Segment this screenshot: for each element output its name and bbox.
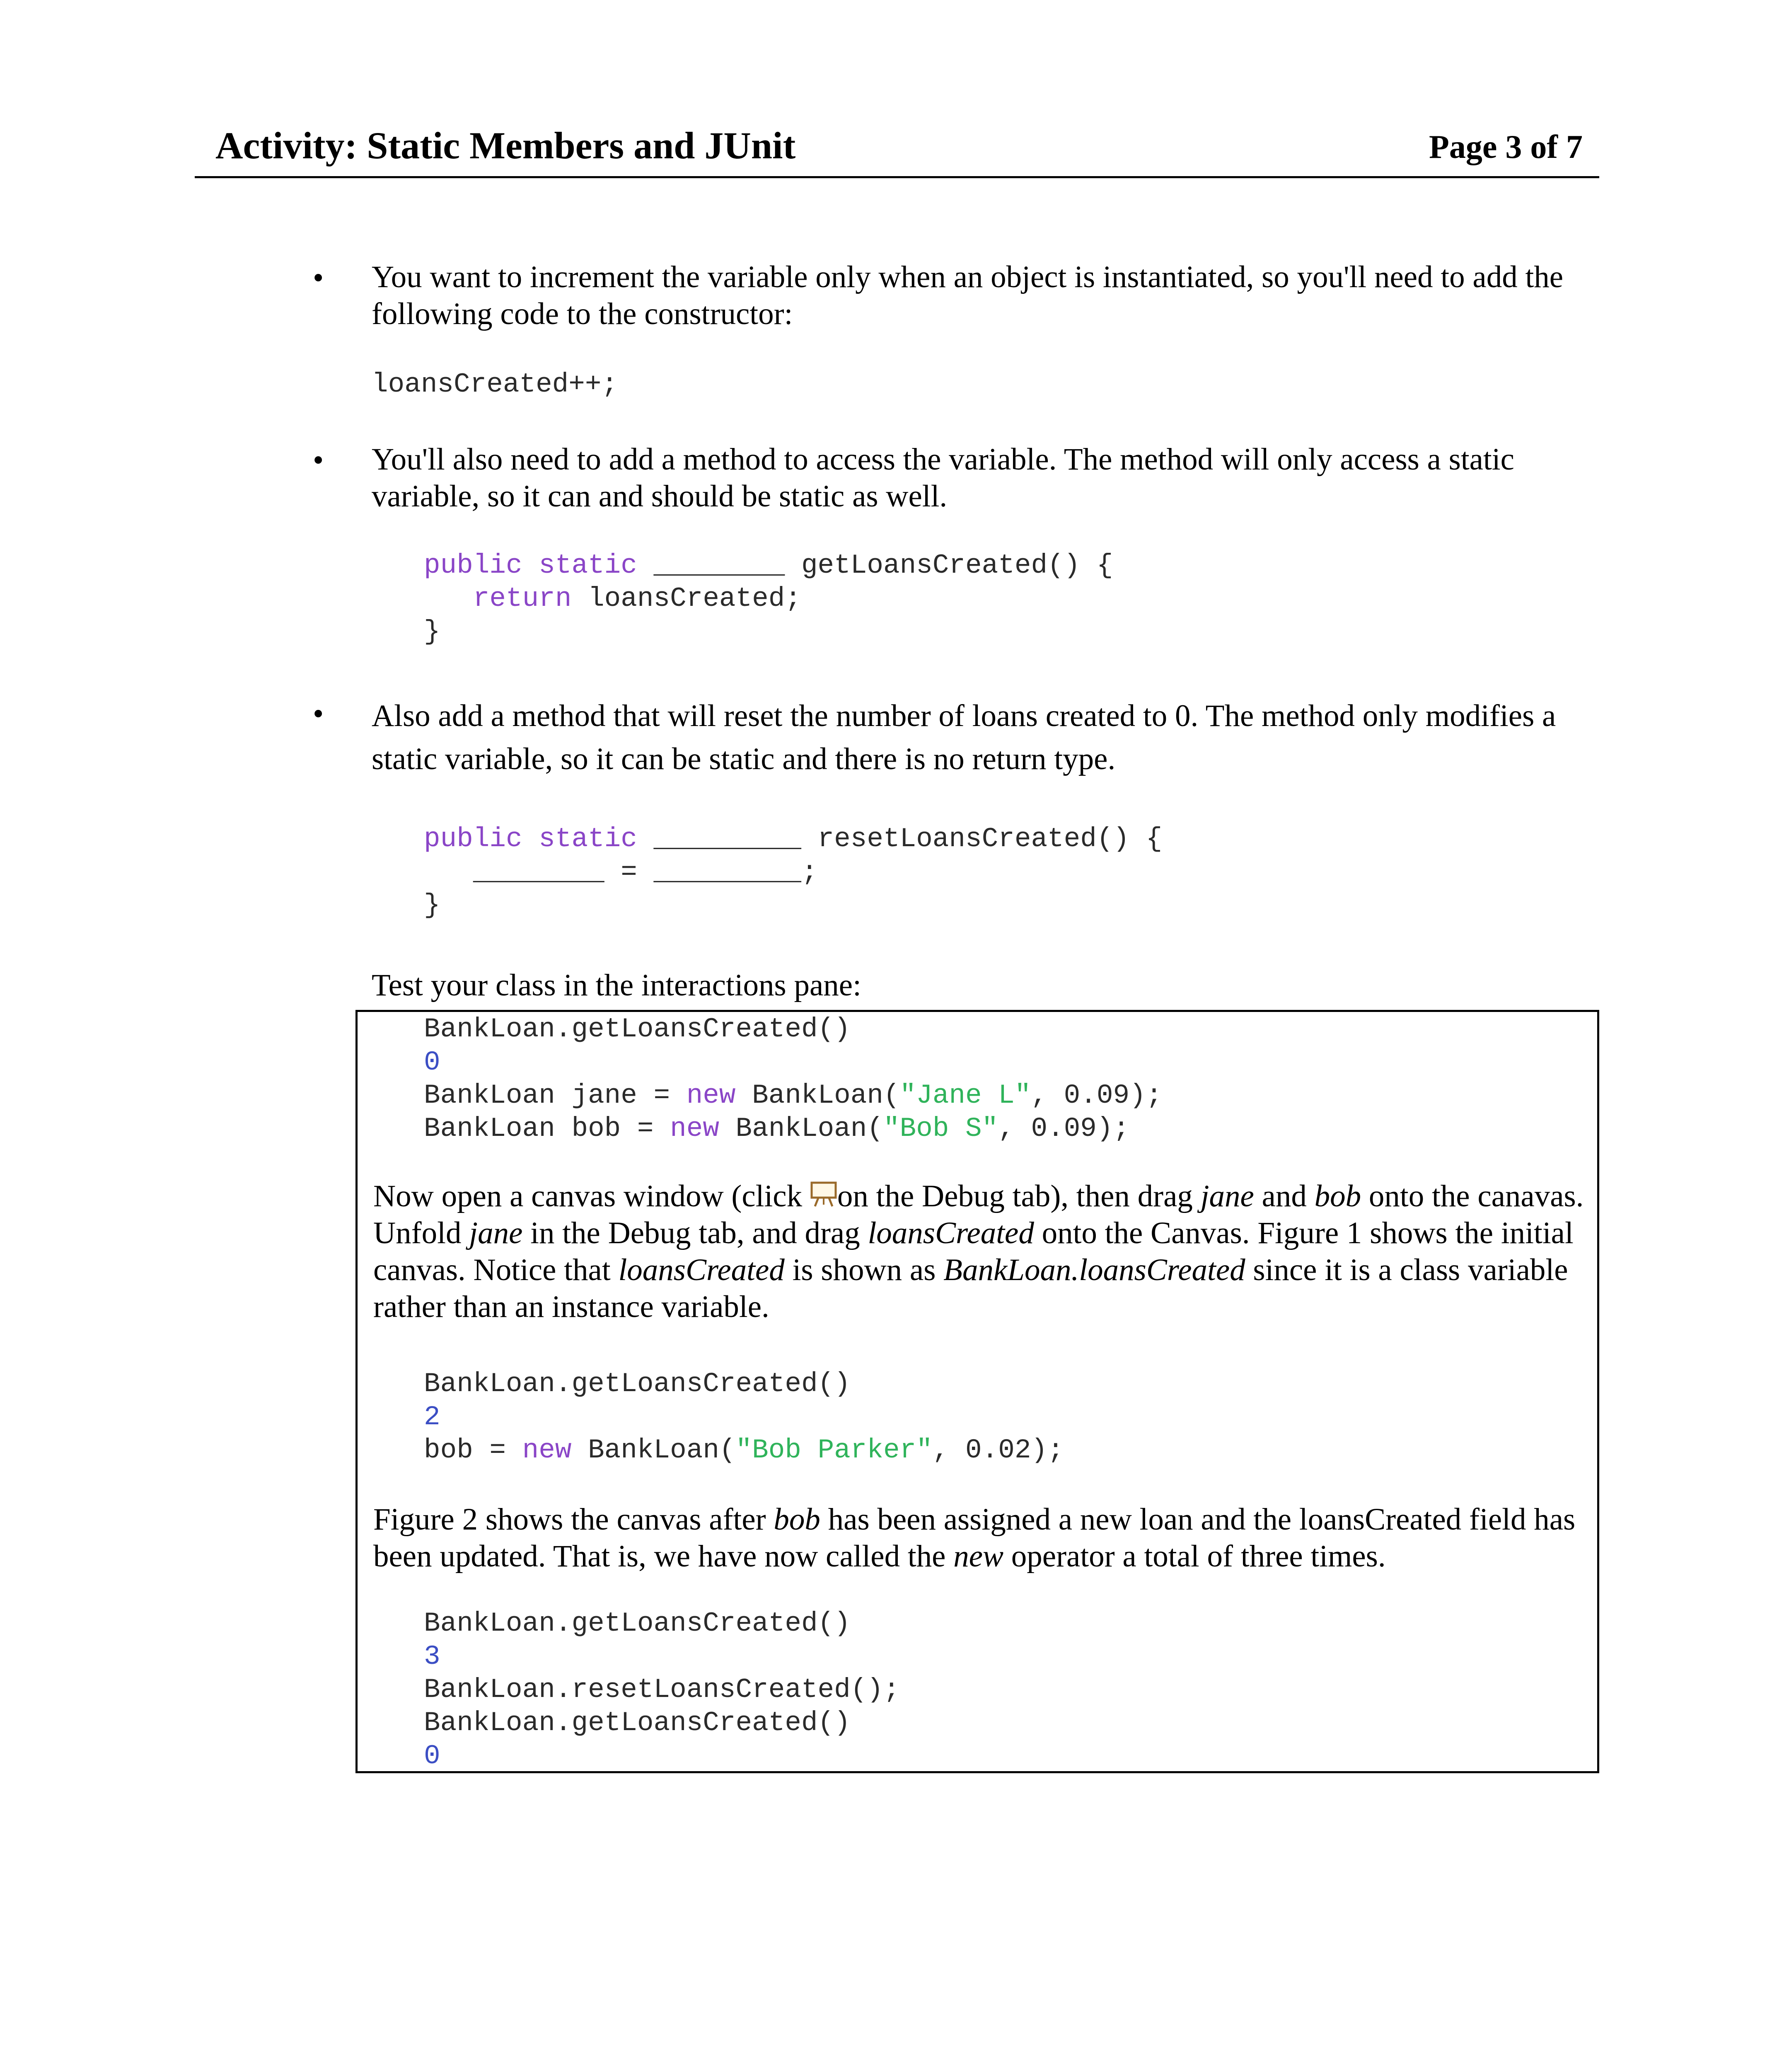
code-keyword: new xyxy=(686,1080,736,1111)
code-text: BankLoan( xyxy=(735,1080,900,1111)
code-text: loansCreated; xyxy=(571,583,801,614)
code-increment: loansCreated++; xyxy=(372,369,618,400)
code-output: 2 xyxy=(424,1402,440,1433)
code-text: } xyxy=(424,890,440,921)
code-keyword: new xyxy=(522,1435,572,1466)
para-italic: BankLoan.loansCreated xyxy=(943,1253,1245,1287)
code-text: BankLoan.getLoansCreated() xyxy=(424,1014,851,1045)
bullet-dot: • xyxy=(313,697,324,731)
interaction-block-3 xyxy=(424,1607,900,1773)
code-text: , 0.09); xyxy=(1031,1080,1163,1111)
para-italic: loansCreated xyxy=(868,1216,1034,1250)
code-text: BankLoan( xyxy=(571,1435,736,1466)
code-keyword: return xyxy=(473,583,572,614)
header-divider xyxy=(195,176,1599,178)
code-keyword: public static xyxy=(424,550,637,581)
code-string: "Bob Parker" xyxy=(735,1435,933,1466)
code-text: BankLoan.getLoansCreated() xyxy=(424,1707,851,1738)
para-text: Figure 2 shows the canvas after xyxy=(373,1502,774,1537)
code-string: "Bob S" xyxy=(883,1113,998,1144)
para-italic: jane xyxy=(469,1216,523,1250)
figure-2-paragraph xyxy=(373,1501,1600,1575)
code-keyword: new xyxy=(670,1113,719,1144)
interaction-block-1 xyxy=(424,1013,1162,1145)
code-output: 0 xyxy=(424,1047,440,1078)
code-text: , 0.09); xyxy=(998,1113,1130,1144)
page-header xyxy=(195,116,1603,174)
bullet-2-text: You'll also need to add a method to access the variable. The method will only access a static variable, so it can and should be static as well. xyxy=(372,442,1514,513)
para-text: operator a total of three times. xyxy=(1003,1539,1386,1573)
bullet-dot: • xyxy=(313,443,324,477)
code-output: 3 xyxy=(424,1641,440,1672)
code-getter xyxy=(424,549,1113,649)
code-text: BankLoan bob = xyxy=(424,1113,670,1144)
bullet-3-text: Also add a method that will reset the number of loans created to 0. The method only modifies a static variable, so it can be static and there is no return type. xyxy=(372,699,1556,776)
code-text: BankLoan.resetLoansCreated(); xyxy=(424,1674,900,1705)
code-text: ________ getLoansCreated() { xyxy=(637,550,1113,581)
test-heading: Test your class in the interactions pane: xyxy=(372,968,861,1002)
code-text: bob = xyxy=(424,1435,522,1466)
code-text: BankLoan jane = xyxy=(424,1080,687,1111)
code-text: , 0.02); xyxy=(932,1435,1064,1466)
code-keyword: public static xyxy=(424,823,637,854)
para-text: on the Debug tab), then drag xyxy=(837,1179,1201,1213)
code-text: _________ resetLoansCreated() { xyxy=(637,823,1163,854)
para-italic: bob xyxy=(1314,1179,1361,1213)
bullet-dot: • xyxy=(313,261,324,295)
header-page-number: Page 3 of 7 xyxy=(1429,129,1583,165)
para-italic: bob xyxy=(774,1502,820,1537)
para-text: is shown as xyxy=(784,1253,944,1287)
code-reset xyxy=(424,823,1162,922)
code-text: BankLoan.getLoansCreated() xyxy=(424,1368,851,1399)
code-text: } xyxy=(424,616,440,647)
para-italic: new xyxy=(953,1539,1004,1573)
para-italic: jane xyxy=(1200,1179,1254,1213)
para-text: Now open a canvas window (click xyxy=(373,1179,810,1213)
code-text: ________ = _________; xyxy=(473,857,818,888)
code-string: "Jane L" xyxy=(899,1080,1031,1111)
para-text: onto the canavas. Unfold xyxy=(373,1179,1584,1250)
bullet-1-text: You want to increment the variable only when an object is instantiated, so you'll need to add the following code to the constructor: xyxy=(372,260,1564,331)
code-output: 0 xyxy=(424,1740,440,1772)
code-text: BankLoan.getLoansCreated() xyxy=(424,1608,851,1639)
para-text: since it is a class variable rather than an instance variable. xyxy=(373,1253,1568,1324)
canvas-paragraph xyxy=(373,1178,1600,1325)
para-text: has been assigned a new loan and the loansCreated field has been updated. That is, we have now called the xyxy=(373,1502,1576,1573)
interaction-block-2 xyxy=(424,1368,1064,1467)
para-text: and xyxy=(1254,1179,1315,1213)
interactions-box xyxy=(355,1010,1599,1773)
para-text: in the Debug tab, and drag xyxy=(522,1216,868,1250)
para-text: onto the Canvas. Figure 1 shows the initial canvas. Notice that xyxy=(373,1216,1574,1287)
canvas-icon xyxy=(810,1179,837,1204)
document-title: Activity: Static Members and JUnit xyxy=(215,124,796,167)
para-italic: loansCreated xyxy=(618,1253,785,1287)
code-text: BankLoan( xyxy=(719,1113,884,1144)
